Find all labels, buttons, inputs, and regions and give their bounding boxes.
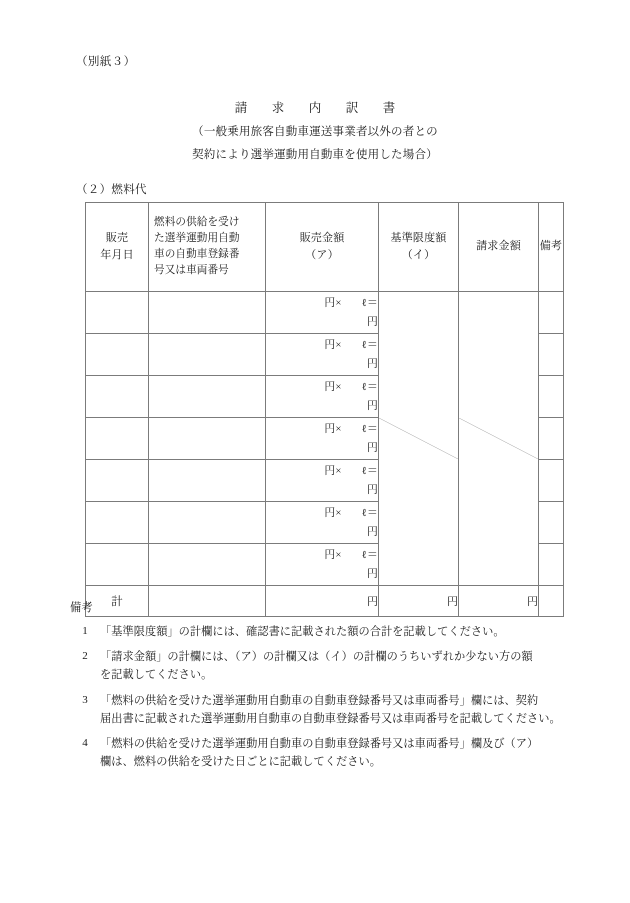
remarks-title: 備考 [70,602,93,614]
remarks-note-line: 「燃料の供給を受けた選挙運動用自動車の自動車登録番号又は車両番号」欄には、契約 [100,694,539,707]
cell-vehicle-registration[interactable] [149,376,266,418]
cell-vehicle-registration[interactable] [149,502,266,544]
cell-remarks[interactable] [539,376,564,418]
total-row-label: 計 [86,586,149,617]
cell-remarks[interactable] [539,334,564,376]
remarks-note [70,692,620,728]
remarks-note-line: 「基準限度額」の計欄には、確認書に記載された額の合計を記載してください。 [100,626,505,639]
cell-vehicle-registration[interactable] [149,334,266,376]
total-row-claim-amount[interactable]: 円 [459,586,539,617]
sale-amount-unit: 円 [367,567,378,580]
cell-sale-date[interactable] [86,502,149,544]
remarks-note-number: 4 [82,736,88,749]
header-remarks [539,203,564,292]
header-vehicle-registration-line-3: 車の自動車登録番 [154,249,240,260]
section-heading-fuel-cost: （２）燃料代 [76,184,147,196]
cell-sale-amount[interactable] [266,376,379,418]
remarks-note-list [70,623,620,771]
cell-sale-amount[interactable] [266,334,379,376]
remarks-note-body [100,648,620,684]
total-row-standard-limit[interactable]: 円 [379,586,459,617]
header-standard-limit [379,203,459,292]
header-sale-amount-line-1: 販売金額 [299,231,345,244]
remarks-note-number: 3 [82,693,88,706]
header-sale-date-line-2: 年月日 [100,249,134,261]
sale-amount-unit: 円 [367,525,378,538]
cell-sale-amount[interactable] [266,502,379,544]
remarks-note-body [100,735,620,771]
header-sale-date [86,203,149,292]
cell-remarks[interactable] [539,292,564,334]
document-title: 請 求 内 訳 書 [234,101,402,115]
sale-amount-unit: 円 [367,357,378,370]
remarks-note-number: 2 [82,650,88,663]
document-reference-label: （別紙３） [76,56,136,68]
remarks-note [70,735,620,771]
sale-amount-formula: 円× ℓ＝ [324,338,378,351]
sale-amount-formula: 円× ℓ＝ [324,548,378,561]
sale-amount-formula: 円× ℓ＝ [324,506,378,519]
remarks-note-line: 「請求金額」の計欄には、（ア）の計欄又は（イ）の計欄のうちいずれか少ない方の額 [100,651,533,664]
sale-amount-formula: 円× ℓ＝ [324,296,378,309]
remarks-note-line: 「燃料の供給を受けた選挙運動用自動車の自動車登録番号又は車両番号」欄及び（ア） [100,737,539,750]
document-subtitle-line-1: （一般乗用旅客自動車運送事業者以外の者との [192,126,438,138]
sale-amount-unit: 円 [367,441,378,454]
remarks-note-body [100,692,620,728]
total-row-sale-amount[interactable]: 円 [266,586,379,617]
cell-sale-date[interactable] [86,544,149,586]
cell-remarks[interactable] [539,502,564,544]
remarks-note-body [100,623,620,641]
sale-amount-formula: 円× ℓ＝ [324,464,378,477]
cell-vehicle-registration[interactable] [149,292,266,334]
cell-sale-amount[interactable] [266,418,379,460]
cell-sale-date[interactable] [86,292,149,334]
cell-remarks[interactable] [539,418,564,460]
remarks-note [70,623,620,641]
cell-remarks[interactable] [539,460,564,502]
cell-vehicle-registration[interactable] [149,418,266,460]
remarks-note [70,648,620,684]
table-row [86,292,564,334]
header-claim-amount-label: 請求金額 [476,240,521,253]
header-remarks-label: 備考 [539,240,563,253]
sale-amount-formula: 円× ℓ＝ [324,422,378,435]
fuel-cost-table-wrapper [85,202,563,617]
remarks-note-line: を記載してください。 [100,669,213,682]
sale-amount-unit: 円 [367,483,378,496]
sale-amount-unit: 円 [367,399,378,412]
cell-claim-amount-strikethrough[interactable] [459,292,539,586]
cell-sale-date[interactable] [86,376,149,418]
remarks-section [70,603,620,778]
header-vehicle-registration [149,203,266,292]
fuel-cost-table [85,202,564,617]
header-standard-limit-line-1: 基準限度額 [390,231,447,244]
cell-sale-amount[interactable] [266,544,379,586]
remarks-note-line: 届出書に記載された選挙運動用自動車の自動車登録番号又は車両番号を記載してください。 [100,712,561,725]
table-header-row [86,203,564,292]
document-subtitle-line-2: 契約により選挙運動用自動車を使用した場合） [192,149,438,161]
header-vehicle-registration-line-2: た選挙運動用自動 [154,233,240,245]
sale-amount-formula: 円× ℓ＝ [324,380,378,393]
cell-vehicle-registration[interactable] [149,544,266,586]
remarks-note-line: 欄は、燃料の供給を受けた日ごとに記載してください。 [100,756,381,769]
sale-amount-unit: 円 [367,315,378,328]
header-sale-amount [266,203,379,292]
cell-sale-amount[interactable] [266,460,379,502]
cell-standard-limit-strikethrough[interactable] [379,292,459,586]
header-vehicle-registration-line-4: 号又は車両番号 [154,264,229,276]
cell-remarks[interactable] [539,544,564,586]
header-sale-date-line-1: 販売 [105,231,129,244]
header-claim-amount [459,203,539,292]
cell-sale-date[interactable] [86,418,149,460]
title-block [0,98,630,162]
cell-vehicle-registration[interactable] [149,460,266,502]
cell-sale-amount[interactable] [266,292,379,334]
header-sale-amount-line-2: （ア） [305,249,339,261]
cell-sale-date[interactable] [86,334,149,376]
cell-sale-date[interactable] [86,460,149,502]
remarks-note-number: 1 [82,625,88,638]
table-body [86,292,564,586]
header-standard-limit-line-2: （イ） [401,249,436,261]
header-vehicle-registration-line-1: 燃料の供給を受け [154,217,240,229]
